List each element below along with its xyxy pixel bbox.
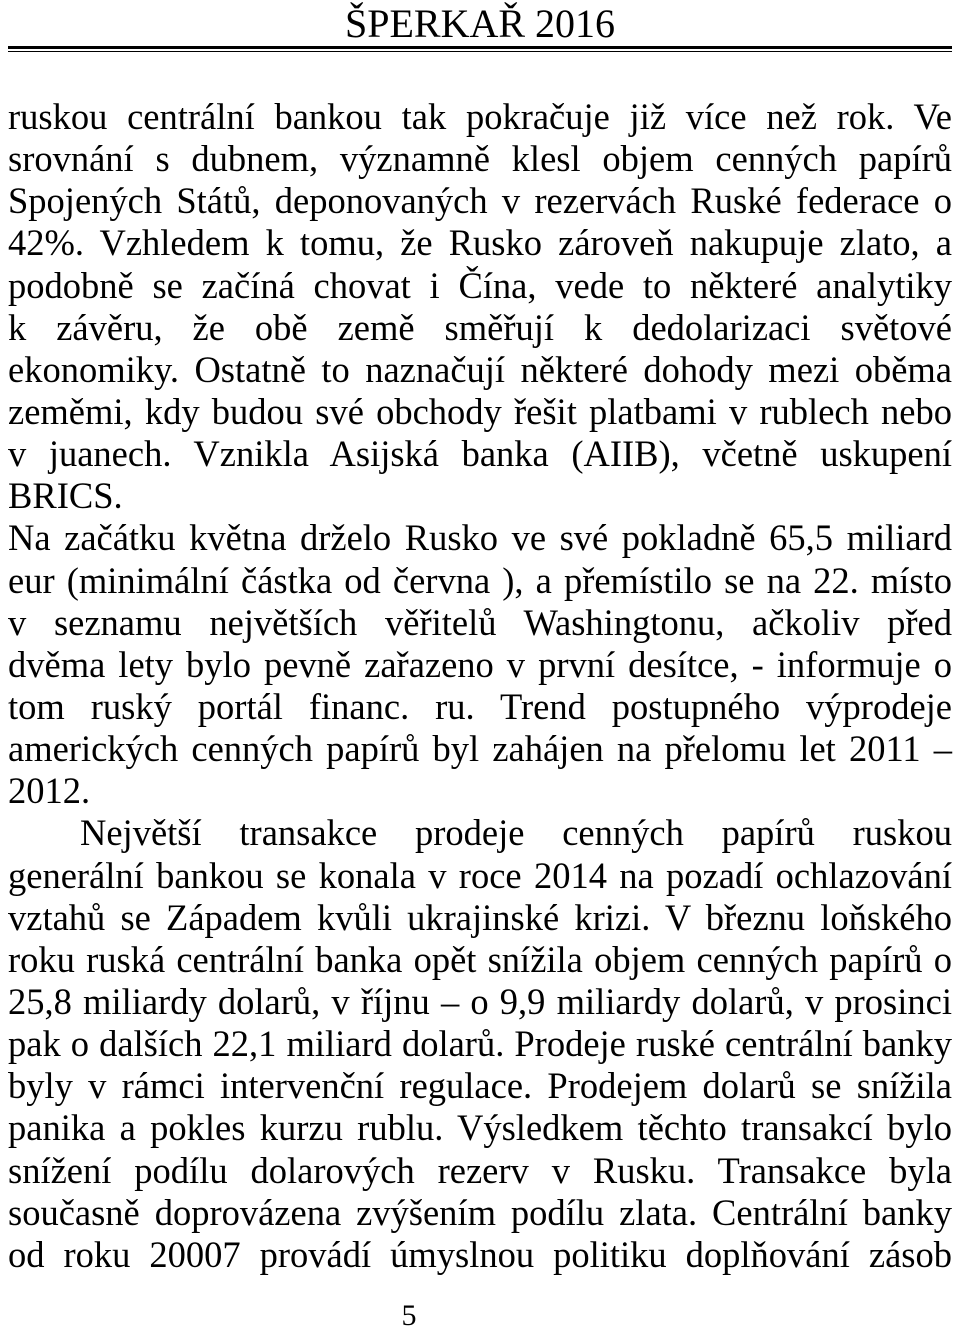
- text-line: podobně se začíná chovat i Čína, vede to některé analytiky: [8, 264, 952, 306]
- text-line: vztahů se Západem kvůli ukrajinské krizi. V březnu loňského: [8, 896, 952, 938]
- text-line: současně doprovázena zvýšením podílu zlata. Centrální banky: [8, 1191, 952, 1233]
- text-line: v juanech. Vznikla Asijská banka (AIIB), včetně uskupení: [8, 433, 952, 475]
- body-text: [8, 96, 952, 1276]
- text-line: eur (minimální částka od června ), a přemístilo se na 22. místo: [8, 559, 952, 601]
- text-line: byly v rámci intervenční regulace. Prodejem dolarů se snížila: [8, 1065, 952, 1107]
- text-line: snížení podílu dolarových rezerv v Rusku. Transakce byla: [8, 1149, 952, 1191]
- header-rule-thick: [8, 46, 952, 49]
- text-line: zeměmi, kdy budou své obchody řešit platbami v rublech nebo: [8, 390, 952, 432]
- text-line: Největší transakce prodeje cenných papírů ruskou: [80, 812, 952, 854]
- text-line: 42%. Vzhledem k tomu, že Rusko zároveň nakupuje zlato, a: [8, 222, 952, 264]
- header-rule-thin: [8, 51, 952, 52]
- text-line: ekonomiky. Ostatně to naznačují některé dohody mezi oběma: [8, 348, 952, 390]
- text-line: v seznamu největších věřitelů Washingtonu, ačkoliv před: [8, 601, 952, 643]
- paragraph-3: [8, 812, 952, 1276]
- text-line: BRICS.: [8, 475, 123, 517]
- text-line: od roku 20007 provádí úmyslnou politiku doplňování zásob: [8, 1233, 952, 1275]
- paragraph-2: [8, 517, 952, 812]
- text-line: k závěru, že obě země směřují k dedolarizaci světové: [8, 306, 952, 348]
- text-line: dvěma lety bylo pevně zařazeno v první desítce, - informuje o: [8, 643, 952, 685]
- page-number: 5: [401, 1299, 417, 1332]
- text-line: Na začátku května drželo Rusko ve své pokladně 65,5 miliard: [8, 517, 952, 559]
- running-header-title: ŠPERKAŘ 2016: [344, 1, 616, 46]
- text-line: srovnání s dubnem, významně klesl objem cenných papírů: [8, 138, 952, 180]
- text-line: panika a pokles kurzu rublu. Výsledkem těchto transakcí bylo: [8, 1107, 952, 1149]
- paragraph-1: [8, 96, 952, 517]
- text-line: roku ruská centrální banka opět snížila objem cenných papírů o: [8, 938, 952, 980]
- text-line: tom ruský portál financ. ru. Trend postupného výprodeje: [8, 685, 952, 727]
- text-line: Spojených Států, deponovaných v rezervách Ruské federace o: [8, 180, 952, 222]
- text-line: generální bankou se konala v roce 2014 na pozadí ochlazování: [8, 854, 952, 896]
- text-line: 25,8 miliardy dolarů, v říjnu – o 9,9 miliardy dolarů, v prosinci: [8, 980, 952, 1022]
- text-line: amerických cenných papírů byl zahájen na přelomu let 2011 –: [8, 728, 952, 770]
- text-line: ruskou centrální bankou tak pokračuje již více než rok. Ve: [8, 96, 952, 137]
- text-line: pak o dalších 22,1 miliard dolarů. Prodeje ruské centrální banky: [8, 1023, 952, 1065]
- text-line: 2012.: [8, 770, 91, 812]
